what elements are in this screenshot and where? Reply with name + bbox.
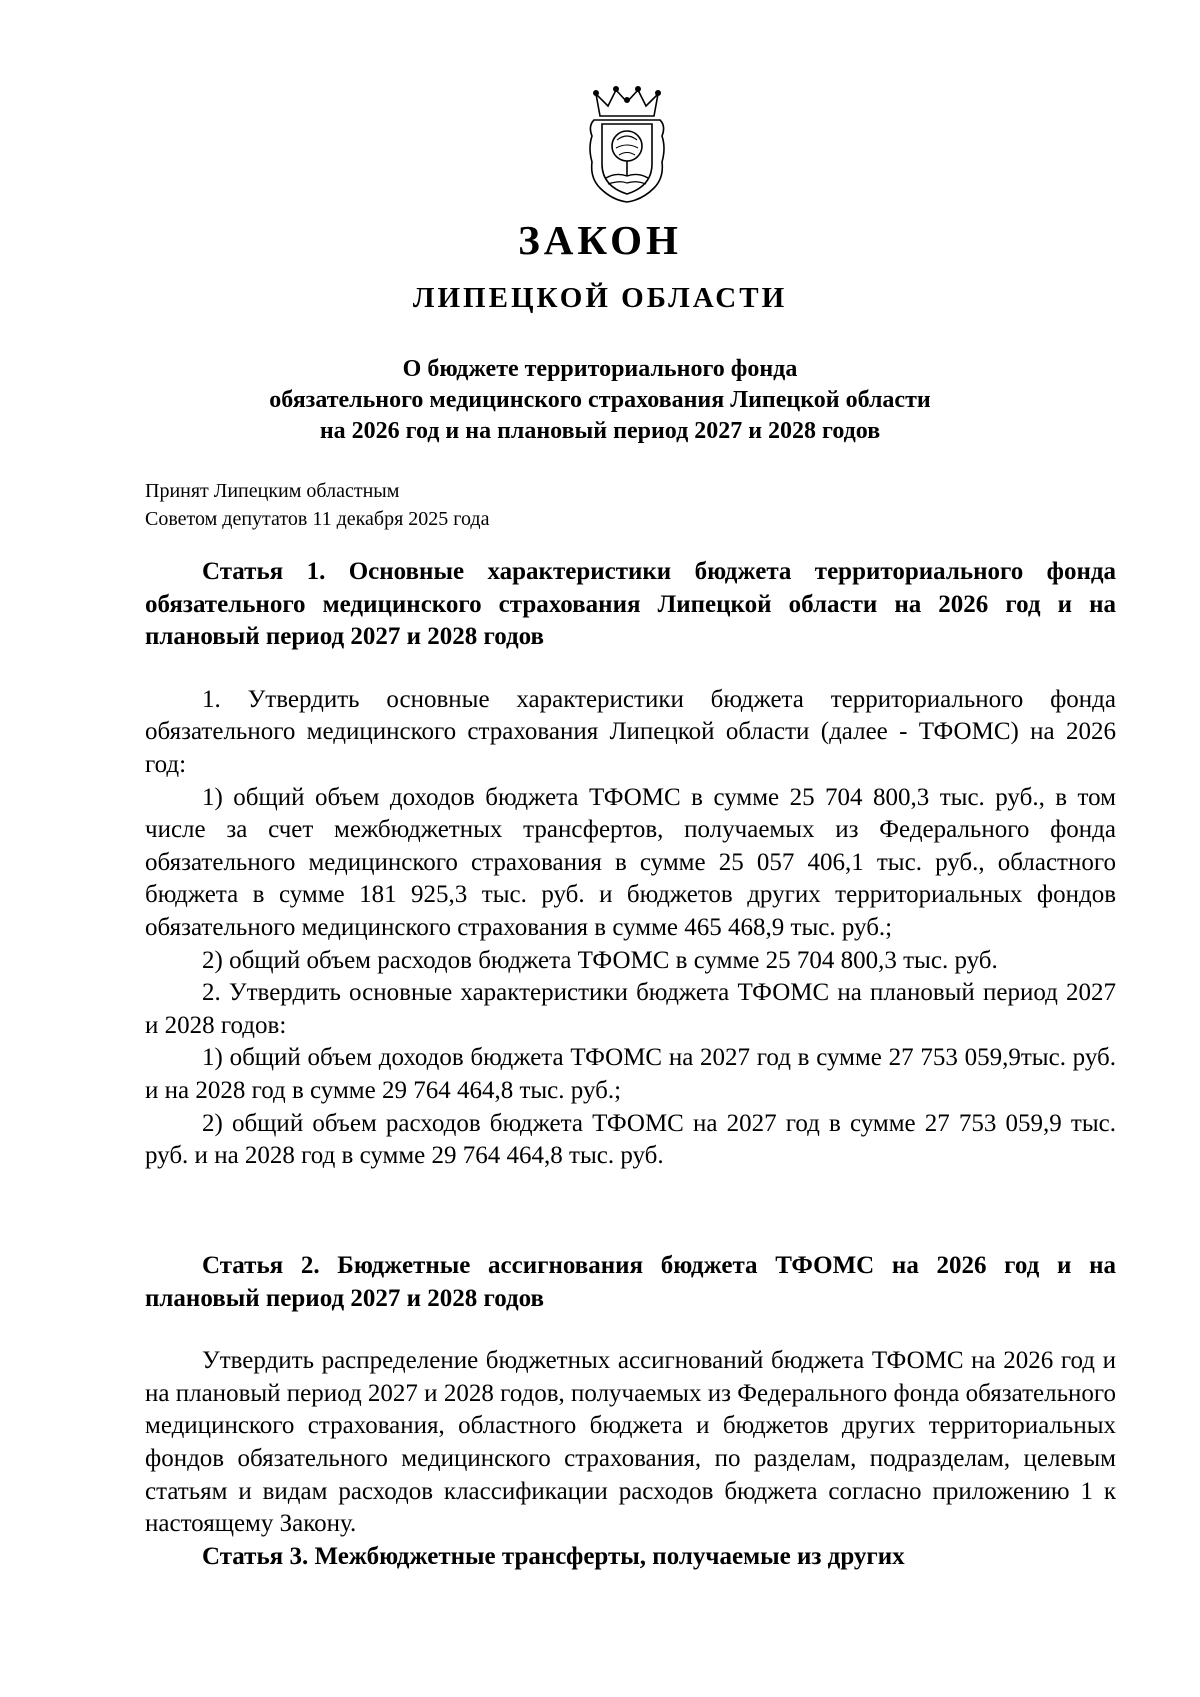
article-1-paragraph: 1. Утвердить основные характеристики бюджета территориального фонда обязательного медицинского страхования Липецкой области (далее - ТФОМС) на 2026 год: (145, 685, 1116, 778)
article-1-paragraph: 1) общий объем доходов бюджета ТФОМС в сумме 25 704 800,3 тыс. руб., в том числе за счет межбюджетных трансфертов, получаемых из Федерального фонда обязательного медицинского страхования в сумме 25 057 406,1 тыс. руб., областного бюджета в сумме 181 925,3 тыс. руб. и бюджетов других территориальных фондов обязательного медицинского страхования в сумме 465 468,9 тыс. руб.; (145, 783, 1116, 941)
adoption-note-line: Принят Липецким областным (145, 480, 400, 502)
article-1-paragraph: 1) общий объем доходов бюджета ТФОМС на 2027 год в сумме 27 753 059,9тыс. руб. и на 2028 год в сумме 29 764 464,8 тыс. руб.; (145, 1044, 1116, 1104)
article-2-heading: Статья 2. Бюджетные ассигнования бюджета ТФОМС на 2026 год и на плановый период 2027 и 2028 годов (145, 1252, 1116, 1312)
article-1-paragraph: 2. Утвердить основные характеристики бюджета ТФОМС на плановый период 2027 и 2028 годов: (145, 979, 1116, 1039)
document-title (0, 354, 1200, 447)
article-1 (145, 556, 1116, 1173)
adoption-note-line: Советом депутатов 11 декабря 2025 года (145, 508, 490, 530)
adoption-note (145, 477, 489, 533)
article-1-paragraph: 2) общий объем расходов бюджета ТФОМС на 2027 год в сумме 27 753 059,9 тыс. руб. и на 2028 год в сумме 29 764 464,8 тыс. руб. (145, 1109, 1116, 1170)
document-title-line: на 2026 год и на плановый период 2027 и 2028 годов (319, 418, 881, 444)
article-2 (145, 1250, 1116, 1573)
article-1-heading: Статья 1. Основные характеристики бюджета территориального фонда обязательного медицинского страхования Липецкой области на 2026 год и на плановый период 2027 и 2028 годов (145, 558, 1116, 651)
coat-of-arms-emblem (586, 86, 668, 204)
document-title-line: обязательного медицинского страхования Липецкой области (269, 387, 931, 413)
article-3-heading: Статья 3. Межбюджетные трансферты, получаемые из других (202, 1542, 905, 1570)
law-title: ЗАКОН (518, 217, 682, 263)
law-region-title: ЛИПЕЦКОЙ ОБЛАСТИ (412, 282, 788, 314)
document-title-line: О бюджете территориального фонда (402, 356, 798, 382)
article-1-paragraph: 2) общий объем расходов бюджета ТФОМС в сумме 25 704 800,3 тыс. руб. (202, 946, 998, 974)
article-2-paragraph: Утвердить распределение бюджетных ассигнований бюджета ТФОМС на 2026 год и на плановый период 2027 и 2028 годов, получаемых из Федерального фонда обязательного медицинского страхования, областного бюджета и бюджетов других территориальных фондов обязательного медицинского страхования, по разделам, подразделам, целевым статьям и видам расходов классификации расходов бюджета согласно приложению 1 к настоящему Закону. (145, 1347, 1116, 1538)
